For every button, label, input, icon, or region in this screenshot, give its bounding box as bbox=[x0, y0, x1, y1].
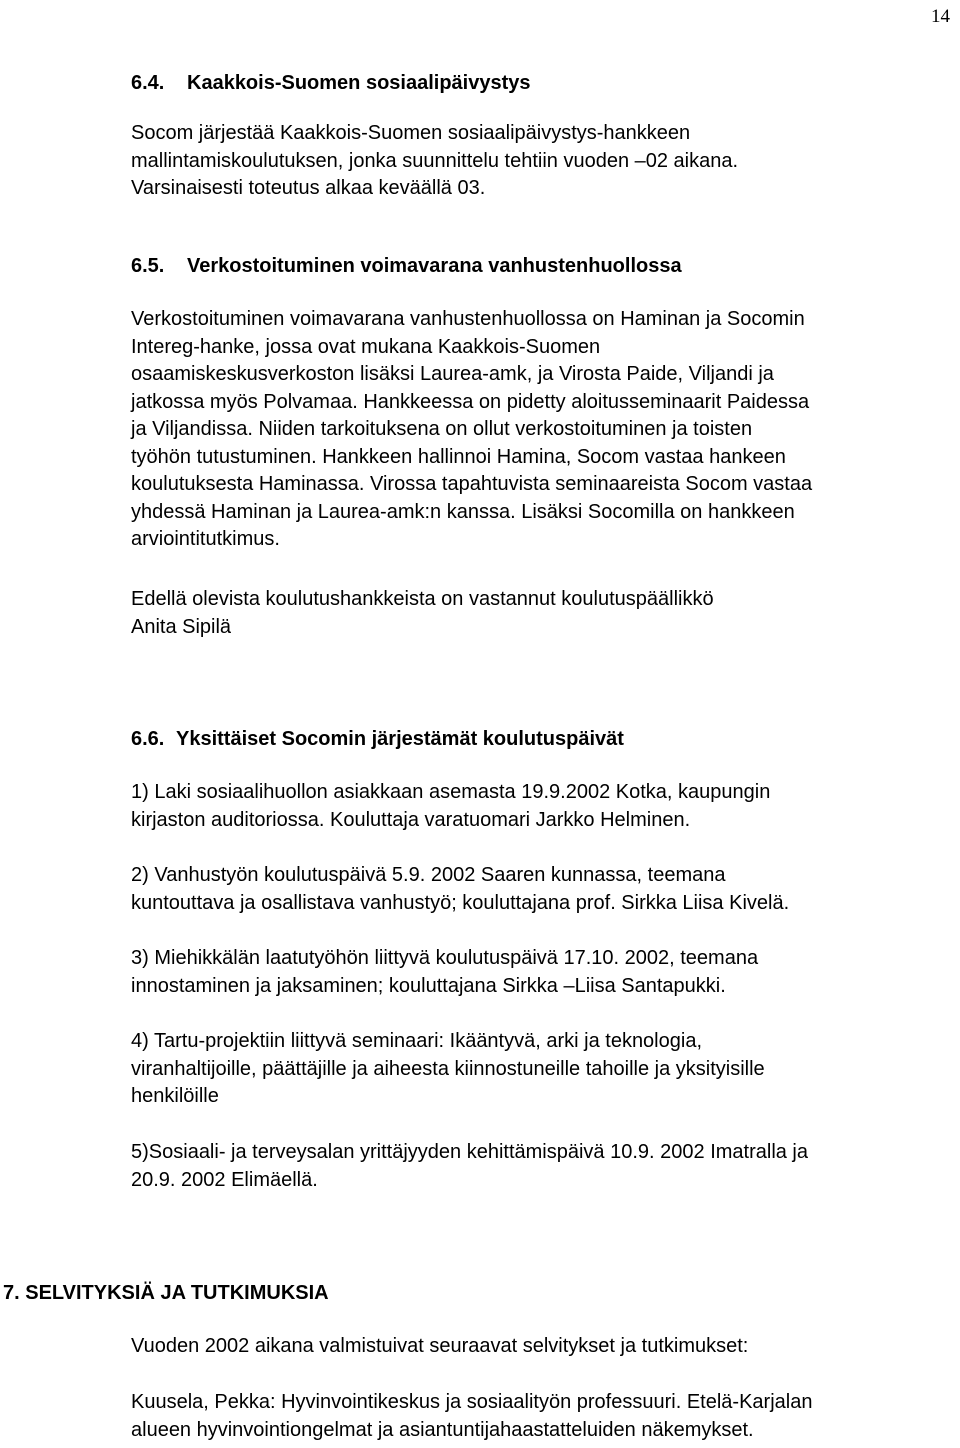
section-6-4-heading bbox=[131, 70, 531, 96]
training-item-3 bbox=[131, 945, 946, 1000]
section-number: 6.4. bbox=[131, 72, 165, 94]
text-line: työhön tutustuminen. Hankkeen hallinnoi Hamina, Socom vastaa hankeen bbox=[131, 445, 786, 468]
text-line: arviointitutkimus. bbox=[131, 528, 280, 550]
text-line: 3) Miehikkälän laatutyöhön liittyvä koulutuspäivä 17.10. 2002, teemana bbox=[131, 947, 759, 969]
text-line: mallintamiskoulutuksen, jonka suunnittelu tehtiin vuoden –02 aikana. bbox=[131, 149, 739, 172]
text-line: ja Viljandissa. Niiden tarkoituksena on ollut verkostoituminen ja toisten bbox=[131, 418, 753, 440]
section-title: Yksittäiset Socomin järjestämät koulutuspäivät bbox=[176, 728, 624, 750]
training-item-4 bbox=[131, 1028, 946, 1111]
text-line: Vuoden 2002 aikana valmistuivat seuraavat selvitykset ja tutkimukset: bbox=[131, 1335, 749, 1357]
section-number: 6.6. bbox=[131, 728, 165, 750]
section-6-6-heading bbox=[131, 726, 624, 752]
text-line: Edellä olevista koulutushankkeista on vastannut koulutuspäällikkö bbox=[131, 588, 714, 610]
section-6-5-responsible bbox=[131, 586, 946, 641]
training-item-5 bbox=[131, 1139, 946, 1194]
section-number: 6.5. bbox=[131, 255, 165, 277]
section-6-5-paragraph bbox=[131, 306, 946, 554]
page-number: 14 bbox=[931, 6, 950, 27]
text-line: osaamiskeskusverkoston lisäksi Laurea-amk, ja Virosta Paide, Viljandi ja bbox=[131, 363, 774, 385]
text-line: Anita Sipilä bbox=[131, 615, 232, 638]
text-line: alueen hyvinvointiongelmat ja asiantuntijahaastatteluiden näkemykset. bbox=[131, 1418, 754, 1441]
text-line: Socom järjestää Kaakkois-Suomen sosiaalipäivystys-hankkeen bbox=[131, 122, 691, 144]
text-line: Kuusela, Pekka: Hyvinvointikeskus ja sosiaalityön professuuri. Etelä-Karjalan bbox=[131, 1391, 813, 1413]
section-title: Kaakkois-Suomen sosiaalipäivystys bbox=[187, 72, 531, 94]
text-line: 2) Vanhustyön koulutuspäivä 5.9. 2002 Saaren kunnassa, teemana bbox=[131, 864, 726, 886]
text-line: henkilöille bbox=[131, 1085, 219, 1107]
text-line: 4) Tartu-projektiin liittyvä seminaari: Ikääntyvä, arki ja teknologia, bbox=[131, 1030, 702, 1052]
training-item-1 bbox=[131, 779, 946, 834]
text-line: jatkossa myös Polvamaa. Hankkeessa on pidetty aloitusseminaarit Paidessa bbox=[131, 390, 810, 413]
text-line: kirjaston auditoriossa. Kouluttaja varatuomari Jarkko Helminen. bbox=[131, 808, 691, 831]
text-line: kuntouttava ja osallistava vanhustyö; kouluttajana prof. Sirkka Liisa Kivelä. bbox=[131, 891, 790, 914]
text-line: 5)Sosiaali- ja terveysalan yrittäjyyden kehittämispäivä 10.9. 2002 Imatralla ja bbox=[131, 1141, 809, 1163]
section-title: Verkostoituminen voimavarana vanhustenhuollossa bbox=[187, 255, 682, 277]
section-6-4-paragraph bbox=[131, 120, 946, 203]
text-line: Verkostoituminen voimavarana vanhustenhuollossa on Haminan ja Socomin bbox=[131, 308, 805, 330]
text-line: koulutuksesta Haminassa. Virossa tapahtuvista seminaareista Socom vastaa bbox=[131, 473, 813, 495]
text-line: innostaminen ja jaksaminen; kouluttajana Sirkka –Liisa Santapukki. bbox=[131, 974, 726, 997]
section-7-entry bbox=[131, 1389, 946, 1444]
section-number: 7. bbox=[3, 1282, 20, 1304]
training-item-2 bbox=[131, 862, 946, 917]
text-line: viranhaltijoille, päättäjille ja aiheesta kiinnostuneille tahoille ja yksityisille bbox=[131, 1057, 765, 1080]
text-line: Intereg-hanke, jossa ovat mukana Kaakkois-Suomen bbox=[131, 335, 601, 358]
section-7-heading bbox=[3, 1280, 329, 1306]
section-title: SELVITYKSIÄ JA TUTKIMUKSIA bbox=[25, 1282, 329, 1304]
text-line: 1) Laki sosiaalihuollon asiakkaan asemasta 19.9.2002 Kotka, kaupungin bbox=[131, 781, 771, 803]
text-line: 20.9. 2002 Elimäellä. bbox=[131, 1168, 318, 1191]
text-line: yhdessä Haminan ja Laurea-amk:n kanssa. Lisäksi Socomilla on hankkeen bbox=[131, 500, 795, 523]
section-7-intro bbox=[131, 1333, 946, 1361]
text-line: Varsinaisesti toteutus alkaa keväällä 03. bbox=[131, 177, 486, 199]
section-6-5-heading bbox=[131, 253, 682, 279]
